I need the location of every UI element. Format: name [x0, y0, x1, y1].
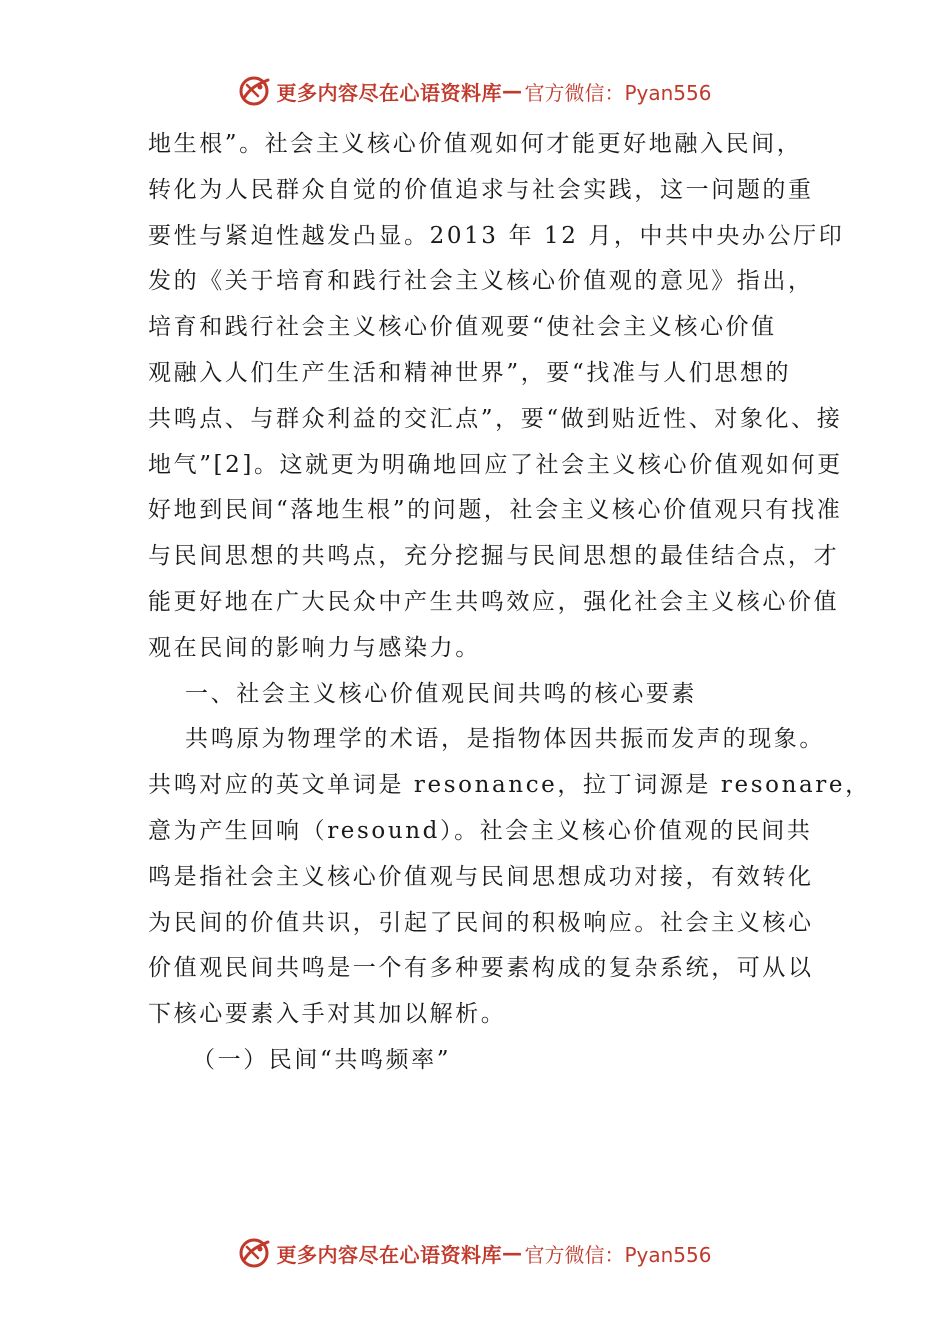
document-body [148, 122, 871, 1084]
body-line: 培育和践行社会主义核心价值观要“使社会主义核心价值 [148, 314, 777, 341]
subsection-heading: （一）民间“共鸣频率” [192, 1046, 452, 1073]
brand-text: 更多内容尽在心语资料库 [276, 1242, 502, 1267]
body-line: 观在民间的影响力与感染力。 [148, 634, 481, 661]
body-line: 为民间的价值共识，引起了民间的积极响应。社会主义核心 [148, 909, 814, 936]
body-line: 观融入人们生产生活和精神世界”，要“找准与人们思想的 [148, 359, 792, 386]
brand-separator: — [501, 79, 523, 103]
body-line: 共鸣对应的英文单词是 resonance，拉丁词源是 resonare， [148, 772, 871, 799]
wechat-id: 官方微信：Pyan556 [524, 1242, 712, 1267]
body-line: 下核心要素入手对其加以解析。 [148, 1001, 507, 1028]
brand-separator: — [501, 1241, 523, 1265]
paragraph-first-line: 共鸣原为物理学的术语，是指物体因共振而发声的现象。 [185, 726, 825, 753]
body-line: 意为产生回响（resound）。社会主义核心价值观的民间共 [148, 817, 813, 844]
section-heading: 一、社会主义核心价值观民间共鸣的核心要素 [185, 680, 697, 707]
body-line: 地生根”。社会主义核心价值观如何才能更好地融入民间， [148, 131, 803, 157]
wechat-id: 官方微信：Pyan556 [524, 80, 712, 105]
body-line: 转化为人民群众自觉的价值追求与社会实践，这一问题的重 [148, 176, 814, 203]
brand-logo-icon [238, 74, 272, 108]
footer-banner [0, 1230, 950, 1276]
body-line: 共鸣点、与群众利益的交汇点”，要“做到贴近性、对象化、接 [148, 405, 843, 432]
body-line: 鸣是指社会主义核心价值观与民间思想成功对接，有效转化 [148, 863, 814, 890]
body-line: 价值观民间共鸣是一个有多种要素构成的复杂系统，可从以 [148, 955, 814, 982]
brand-text: 更多内容尽在心语资料库 [276, 80, 502, 105]
header-banner [0, 68, 950, 114]
body-line: 地气”[2]。这就更为明确地回应了社会主义核心价值观如何更 [148, 451, 843, 478]
body-line: 发的《关于培育和践行社会主义核心价值观的意见》指出， [148, 268, 814, 295]
body-line: 与民间思想的共鸣点，充分挖掘与民间思想的最佳结合点，才 [148, 543, 840, 570]
body-line: 能更好地在广大民众中产生共鸣效应，强化社会主义核心价值 [148, 588, 840, 615]
brand-logo-icon [238, 1236, 272, 1270]
body-line: 要性与紧迫性越发凸显。2013 年 12 月，中共中央办公厅印 [148, 222, 845, 249]
body-line: 好地到民间“落地生根”的问题，社会主义核心价值观只有找准 [148, 497, 843, 524]
